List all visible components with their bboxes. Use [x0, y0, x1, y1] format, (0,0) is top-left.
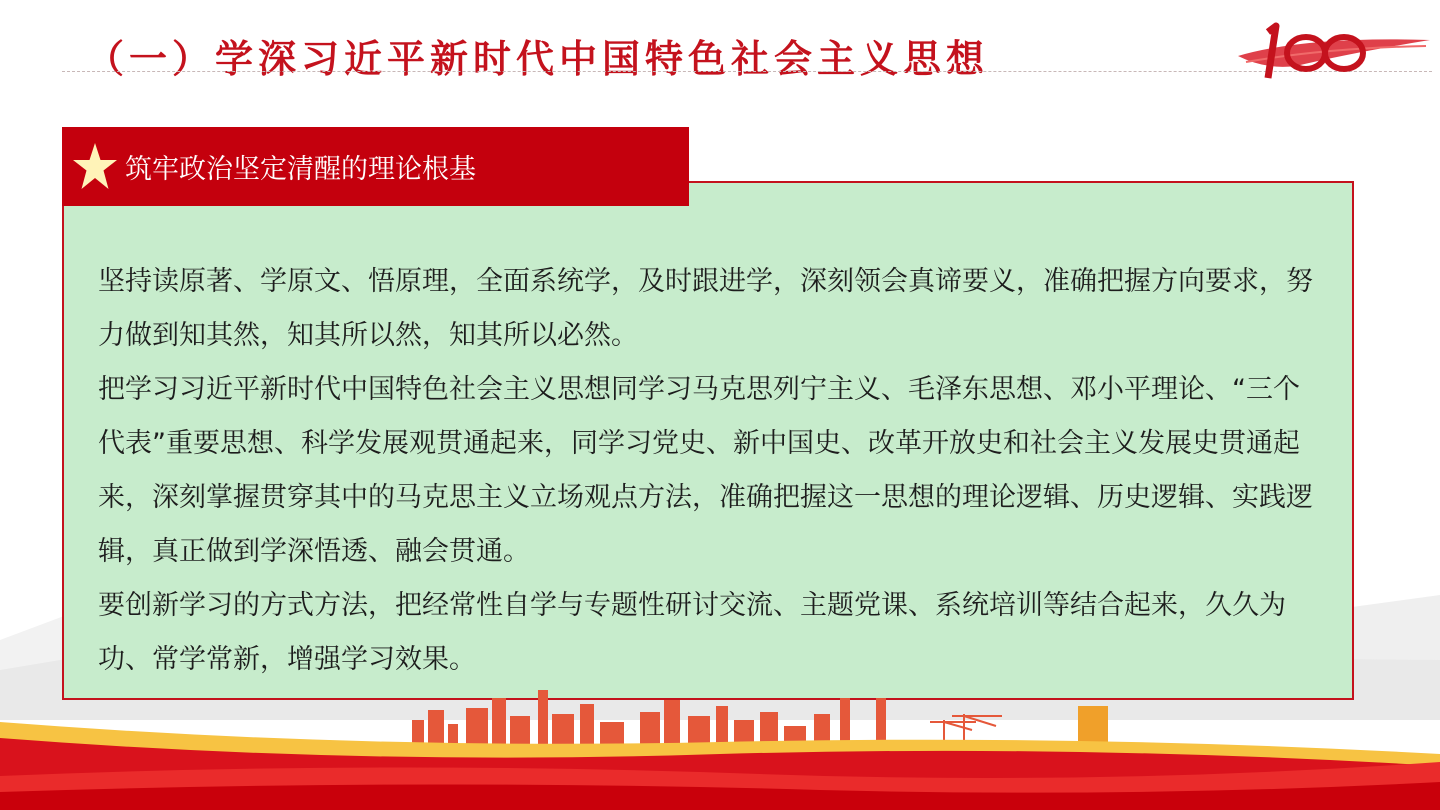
- title-divider: [62, 71, 1432, 72]
- party-100-anniversary-logo: [1236, 22, 1432, 82]
- city-skyline-decoration: [0, 690, 1440, 810]
- card-body: [98, 255, 1318, 687]
- paragraph: 把学习习近平新时代中国特色社会主义思想同学习马克思列宁主义、毛泽东思想、邓小平理论、“三个代表”重要思想、科学发展观贯通起来，同学习党史、新中国史、改革开放史和社会主义发展史贯通起来，深刻掌握贯穿其中的马克思主义立场观点方法，准确把握这一思想的理论逻辑、历史逻辑、实践逻辑，真正做到学深悟透、融会贯通。: [98, 374, 1313, 567]
- page-title: （一）学深习近平新时代中国特色社会主义思想: [86, 36, 990, 81]
- card-header: [62, 127, 689, 206]
- paragraph: 要创新学习的方式方法，把经常性自学与专题性研讨交流、主题党课、系统培训等结合起来，久久为功、常学常新，增强学习效果。: [98, 590, 1286, 675]
- star-icon: [73, 141, 117, 193]
- paragraph: 坚持读原著、学原文、悟原理，全面系统学，及时跟进学，深刻领会真谛要义，准确把握方向要求，努力做到知其然，知其所以然，知其所以必然。: [98, 266, 1313, 351]
- card-header-label: 筑牢政治坚定清醒的理论根基: [125, 154, 476, 185]
